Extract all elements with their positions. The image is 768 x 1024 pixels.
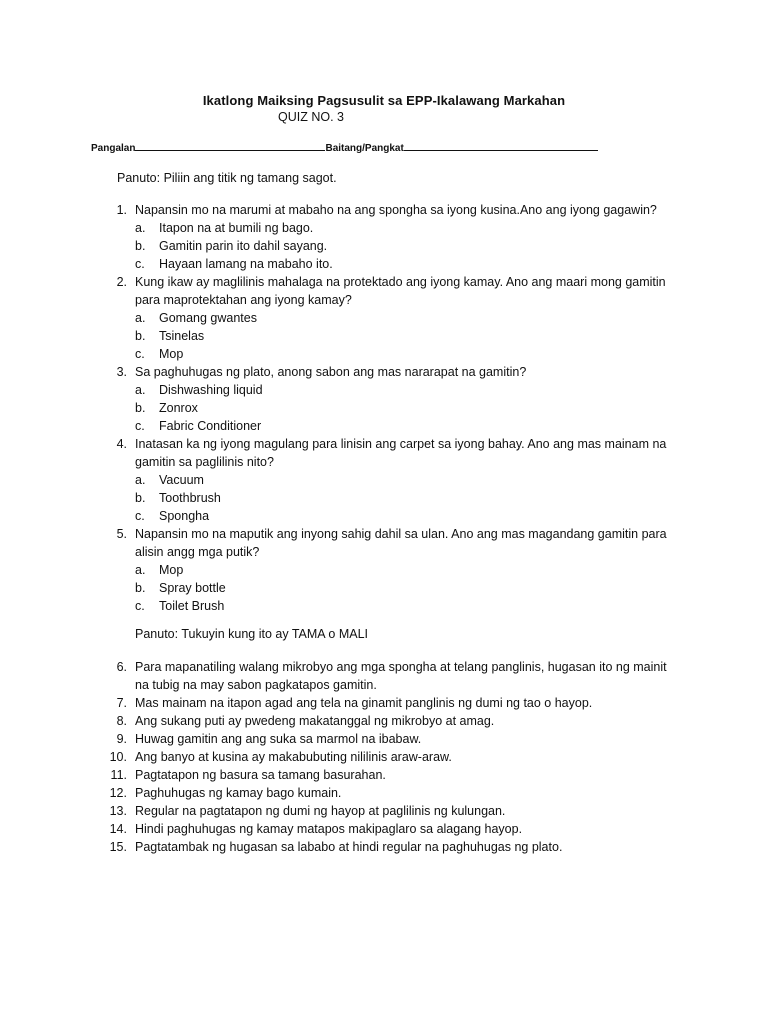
grade-blank[interactable] — [404, 140, 598, 151]
question-text: Kung ikaw ay maglilinis mahalaga na protektado ang iyong kamay. Ano ang maari mong gamitin para maprotektahan ang iyong kamay? — [135, 275, 666, 307]
question-text: Napansin mo na maputik ang inyong sahig dahil sa ulan. Ano ang mas magandang gamitin para alisin angg mga putik? — [135, 527, 667, 559]
question-number: 2. — [116, 275, 127, 289]
student-fields — [91, 140, 598, 154]
quiz-page: Ikatlong Maiksing Pagsusulit sa EPP-Ikalawang Markahan QUIZ NO. 3 Pangalan Baitang/Pangkat Panuto: Piliin ang titik ng tamang sagot. 1. Napansin mo na marumi at mabaho na ang spongha sa iyong kusina.Ano ang iyong gagawin? a. Itapon na at bumili ng bago. b. Gamitin parin ito dahil sayang. c. Hayaan lamang na mabaho ito. 2. Kung ikaw ay maglilinis mahalaga na protektado ang iyong kamay. Ano ang maari mong gamitin para maprotektahan ang iyong kamay? a. Gomang gwantes b. Tsinelas c. Mop 3. Sa paghuhugas ng plato, anong sabon ang mas nararapat na gamitin? a. Dishwashing liquid b. Zonrox c. Fabric Conditioner 4. Inatasan ka ng iyong magulang para linisin ang carpet sa iyong bahay. Ano ang mas mainam na gamitin sa paglilinis nito? a. Vacuum b. Toothbrush c. Spongha 5. Napansin mo na maputik ang inyong sahig dahil sa ulan. Ano ang mas magandang gamitin para alisin angg mga putik? a. Mop b. Spray bottle c. Toilet Brush Panuto: Tukuyin kung ito ay TAMA o MALI 6. Para mapanatiling walang mikrobyo ang mga spongha at telang panglinis, hugasan ito ng mainit na tubig na may sabon pagkatapos gamitin. 7. Mas mainam na itapon agad ang tela na ginamit panglinis ng dumi ng tao o hayop. 8. Ang sukang puti ay pwedeng makatanggal ng mikrobyo at amag. 9. Huwag gamitin ang ang suka sa marmol na ibabaw. 10. Ang banyo at kusina ay makabubuting nililinis araw-araw. 11. Pagtatapon ng basura sa tamang basurahan. 12. Paghuhugas ng kamay bago kumain. 13. Regular na pagtatapon ng dumi ng hayop at paglilinis ng kulungan. 14. Hindi paghuhugas ng kamay matapos makipaglaro sa alagang hayop. 15. Pagtatambak ng hugasan sa lababo at hindi regular na paghuhugas ng plato. — [0, 0, 768, 1024]
question-text: Sa paghuhugas ng plato, anong sabon ang mas nararapat na gamitin? — [135, 365, 527, 379]
quiz-title: Ikatlong Maiksing Pagsusulit sa EPP-Ikalawang Markahan — [202, 93, 566, 108]
part2-instruction: Panuto: Tukuyin kung ito ay TAMA o MALI — [135, 627, 368, 641]
grade-label: Baitang/Pangkat — [325, 143, 404, 154]
question-number: 5. — [116, 527, 127, 541]
question-text: Inatasan ka ng iyong magulang para linisin ang carpet sa iyong bahay. Ano ang mas mainam na gamitin sa paglilinis nito? — [135, 437, 667, 469]
question-number: 1. — [116, 203, 127, 217]
name-blank[interactable] — [135, 140, 325, 151]
question-number: 4. — [116, 437, 127, 451]
question-number: 3. — [116, 365, 127, 379]
name-label: Pangalan — [91, 143, 136, 154]
quiz-subtitle: QUIZ NO. 3 — [278, 110, 344, 124]
question-text: Napansin mo na marumi at mabaho na ang spongha sa iyong kusina.Ano ang iyong gagawin? — [135, 203, 657, 217]
part1-instruction: Panuto: Piliin ang titik ng tamang sagot. — [117, 171, 337, 185]
